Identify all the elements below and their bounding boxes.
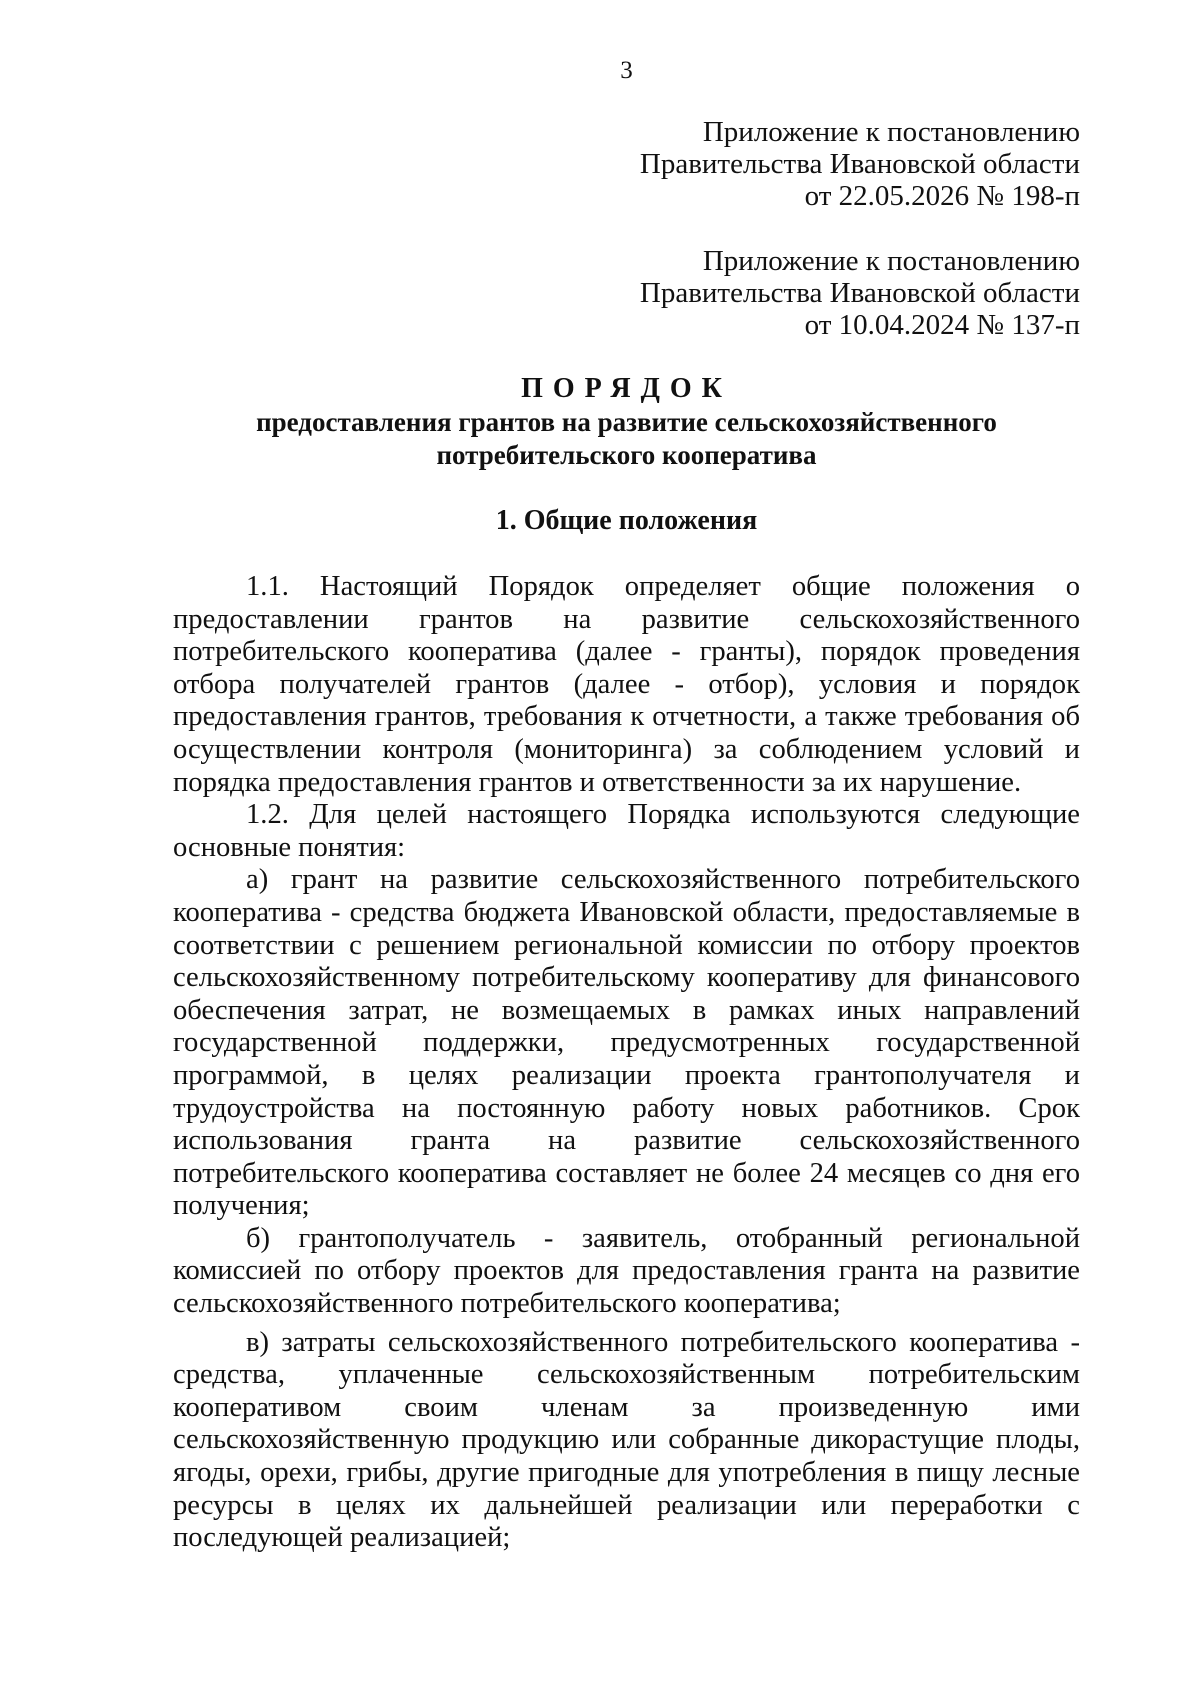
appendix-line: Правительства Ивановской области [639, 277, 1080, 309]
section-body [173, 571, 1080, 1555]
appendix-line: от 22.05.2026 № 198-п [804, 180, 1080, 212]
title-subtitle-line: предоставления грантов на развитие сельскохозяйственного [256, 407, 997, 437]
title-subtitle-line: потребительского кооператива [436, 440, 817, 470]
title-main: ПОРЯДОК [521, 373, 732, 404]
appendix-line: Правительства Ивановской области [639, 148, 1080, 180]
appendix-reference-original [640, 245, 1080, 341]
paragraph-1-2: 1.2. Для целей настоящего Порядка используются следующие основные понятия: [173, 799, 1080, 863]
document-title [173, 372, 1080, 472]
appendix-line: от 10.04.2024 № 137-п [804, 309, 1080, 341]
section-heading: 1. Общие положения [495, 505, 758, 536]
appendix-line: Приложение к постановлению [702, 245, 1080, 277]
paragraph-v: в) затраты сельскохозяйственного потребительского кооператива - средства, уплаченные сельскохозяйственным потребительским кооперативом своим членам за произведенную ими сельскохозяйственную продукцию или собранные дикорастущие плоды, ягоды, орехи, грибы, другие пригодные для употребления в пищу лесные ресурсы в целях их дальнейшей реализации или переработки с последующей реализацией; [173, 1326, 1080, 1554]
page-number: 3 [620, 57, 633, 84]
appendix-line: Приложение к постановлению [702, 116, 1080, 148]
paragraph-b: б) грантополучатель - заявитель, отобранный региональной комиссией по отбору проектов для предоставления гранта на развитие сельскохозяйственного потребительского кооператива; [173, 1222, 1080, 1320]
paragraph-a: а) грант на развитие сельскохозяйственного потребительского кооператива - средства бюджета Ивановской области, предоставляемые в соответствии с решением региональной комиссии по отбору проектов сельскохозяйственному потребительскому кооперативу для финансового обеспечения затрат, не возмещаемых в рамках иных направлений государственной поддержки, предусмотренных государственной программой, в целях реализации проекта грантополучателя и трудоустройства на постоянную работу новых работников. Срок использования гранта на развитие сельскохозяйственного потребительского кооператива составляет не более 24 месяцев со дня его получения; [173, 864, 1080, 1222]
appendix-reference-current [640, 116, 1080, 212]
paragraph-1-1: 1.1. Настоящий Порядок определяет общие положения о предоставлении грантов на развитие сельскохозяйственного потребительского кооператива (далее - гранты), порядок проведения отбора получателей грантов (далее - отбор), условия и порядок предоставления грантов, требования к отчетности, а также требования об осуществлении контроля (мониторинга) за соблюдением условий и порядка предоставления грантов и ответственности за их нарушение. [173, 571, 1080, 798]
